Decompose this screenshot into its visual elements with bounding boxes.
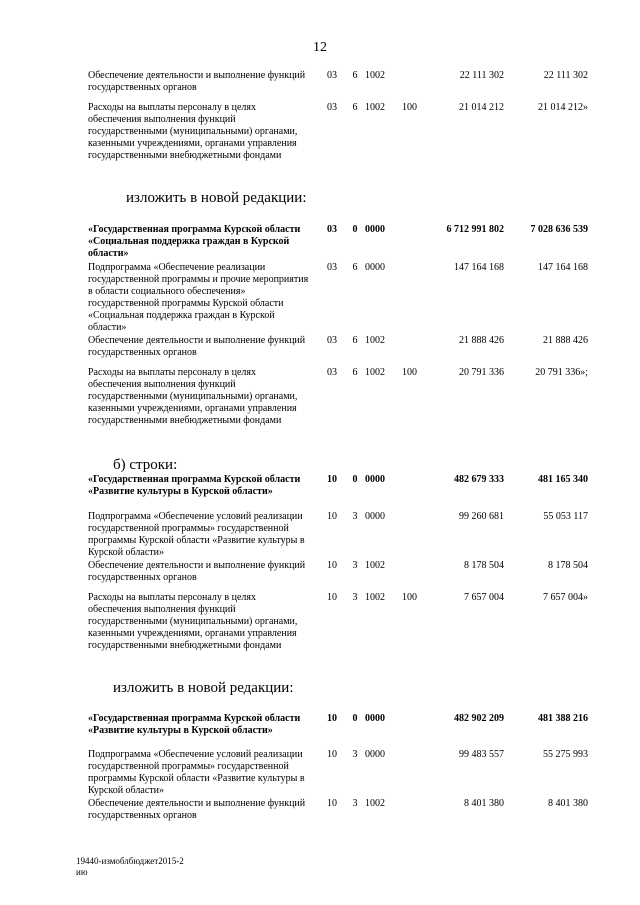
row-value-2016: 55 275 993 — [543, 749, 588, 760]
row-code-2: 6 — [352, 262, 358, 273]
row-code-4: 100 — [402, 102, 417, 113]
row-code-2: 3 — [352, 511, 358, 522]
row-code-1: 10 — [327, 749, 337, 760]
row-code-3: 1002 — [365, 592, 385, 603]
row-code-3: 1002 — [365, 70, 385, 81]
row-value-2015: 99 483 557 — [459, 749, 504, 760]
row-code-2: 6 — [352, 335, 358, 346]
row-code-2: 0 — [352, 713, 358, 724]
row-code-1: 03 — [327, 102, 337, 113]
row-code-1: 03 — [327, 262, 337, 273]
row-code-2: 6 — [352, 70, 358, 81]
row-code-3: 0000 — [365, 511, 385, 522]
footer-initials: ию — [76, 867, 88, 877]
row-value-2016: 147 164 168 — [538, 262, 588, 273]
row-value-2015: 147 164 168 — [454, 262, 504, 273]
row-code-2: 3 — [352, 560, 358, 571]
section-heading: б) строки: — [113, 457, 178, 473]
row-value-2016: 21 014 212» — [538, 102, 588, 113]
row-code-1: 10 — [327, 713, 337, 724]
row-code-1: 03 — [327, 335, 337, 346]
row-value-2015: 8 401 380 — [464, 798, 504, 809]
row-name: Расходы на выплаты персоналу в целях обеспечения выполнения функций государственными (муниципальными) органами, казенными учреждениями, органами управления государственными внебюджетными фондами — [88, 592, 298, 651]
row-name: Подпрограмма «Обеспечение реализации государственной программы и прочие мероприятия в области социального обеспечения» государственной программы Курской области «Социальная поддержка граждан в Курской области» — [88, 262, 309, 333]
row-code-1: 10 — [327, 592, 337, 603]
row-name: «Государственная программа Курской области «Развитие культуры в Курской области» — [88, 713, 301, 736]
row-code-3: 1002 — [365, 367, 385, 378]
row-code-1: 03 — [327, 367, 337, 378]
row-code-2: 3 — [352, 592, 358, 603]
row-name: Обеспечение деятельности и выполнение функций государственных органов — [88, 335, 306, 358]
row-value-2015: 20 791 336 — [459, 367, 504, 378]
row-value-2016: 21 888 426 — [543, 335, 588, 346]
row-value-2015: 22 111 302 — [459, 70, 504, 81]
row-code-4: 100 — [402, 367, 417, 378]
row-value-2015: 21 014 212 — [459, 102, 504, 113]
document-footer — [76, 856, 184, 878]
row-code-4: 100 — [402, 592, 417, 603]
row-code-2: 3 — [352, 749, 358, 760]
row-code-3: 1002 — [365, 798, 385, 809]
row-code-3: 0000 — [365, 474, 385, 485]
row-name: Расходы на выплаты персоналу в целях обеспечения выполнения функций государственными (муниципальными) органами, казенными учреждениями, органами управления государственными внебюджетными фондами — [88, 367, 298, 426]
section-heading: изложить в новой редакции: — [113, 680, 294, 696]
row-value-2015: 482 902 209 — [454, 713, 504, 724]
row-value-2016: 8 178 504 — [548, 560, 588, 571]
row-code-1: 10 — [327, 798, 337, 809]
row-name: «Государственная программа Курской области «Развитие культуры в Курской области» — [88, 474, 301, 497]
row-value-2016: 20 791 336»; — [535, 367, 588, 378]
row-value-2016: 481 388 216 — [538, 713, 588, 724]
row-value-2016: 55 053 117 — [543, 511, 588, 522]
row-code-3: 0000 — [365, 224, 385, 235]
row-code-3: 1002 — [365, 335, 385, 346]
row-value-2016: 481 165 340 — [538, 474, 588, 485]
row-name: Обеспечение деятельности и выполнение функций государственных органов — [88, 798, 306, 821]
row-value-2015: 482 679 333 — [454, 474, 504, 485]
row-name: Обеспечение деятельности и выполнение функций государственных органов — [88, 560, 306, 583]
row-name: «Государственная программа Курской области «Социальная поддержка граждан в Курской области» — [88, 224, 301, 259]
row-value-2016: 7 028 636 539 — [530, 224, 588, 235]
row-code-1: 10 — [327, 474, 337, 485]
row-value-2015: 8 178 504 — [464, 560, 504, 571]
row-value-2016: 7 657 004» — [543, 592, 588, 603]
row-name: Обеспечение деятельности и выполнение функций государственных органов — [88, 70, 306, 93]
row-code-3: 0000 — [365, 749, 385, 760]
row-code-1: 10 — [327, 511, 337, 522]
row-code-1: 03 — [327, 224, 337, 235]
row-code-2: 0 — [352, 474, 358, 485]
row-code-2: 6 — [352, 102, 358, 113]
row-value-2016: 8 401 380 — [548, 798, 588, 809]
row-name: Расходы на выплаты персоналу в целях обеспечения выполнения функций государственными (муниципальными) органами, казенными учреждениями, органами управления государственными внебюджетными фондами — [88, 102, 298, 161]
row-code-2: 6 — [352, 367, 358, 378]
row-name: Подпрограмма «Обеспечение условий реализации государственной программы» государственной программы Курской области «Развитие культуры в Курской области» — [88, 511, 305, 558]
row-code-1: 10 — [327, 560, 337, 571]
row-value-2016: 22 111 302 — [543, 70, 588, 81]
row-code-3: 1002 — [365, 560, 385, 571]
row-code-2: 3 — [352, 798, 358, 809]
row-value-2015: 6 712 991 802 — [446, 224, 504, 235]
row-code-1: 03 — [327, 70, 337, 81]
row-value-2015: 99 260 681 — [459, 511, 504, 522]
row-value-2015: 21 888 426 — [459, 335, 504, 346]
row-code-3: 0000 — [365, 713, 385, 724]
row-value-2015: 7 657 004 — [464, 592, 504, 603]
row-code-2: 0 — [352, 224, 358, 235]
section-heading: изложить в новой редакции: — [126, 190, 307, 206]
row-code-3: 1002 — [365, 102, 385, 113]
page-number: 12 — [313, 40, 327, 55]
footer-file-name: 19440-измоблбюджет2015-2 — [76, 856, 184, 866]
row-name: Подпрограмма «Обеспечение условий реализации государственной программы» государственной программы Курской области «Развитие культуры в Курской области» — [88, 749, 305, 796]
row-code-3: 0000 — [365, 262, 385, 273]
